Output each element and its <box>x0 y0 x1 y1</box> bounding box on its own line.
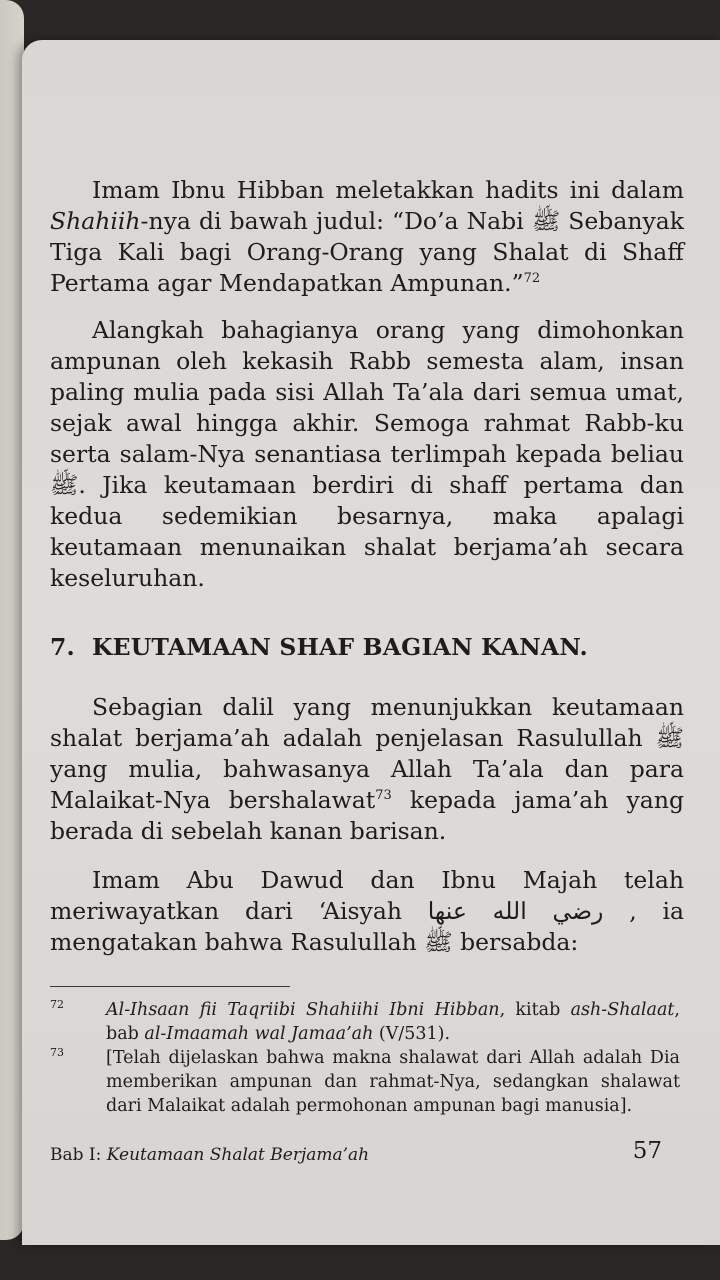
bab-name: al-Imaamah wal Jamaa’ah <box>144 1024 374 1044</box>
footnote-text: [Telah dijelaskan bahwa makna shalawat dari Allah adalah Dia memberikan ampunan dan rahmat-Nya, sedangkan shalawat dari Malaikat adalah permohonan ampunan bagi manusia]. <box>106 1048 680 1116</box>
paragraph-sebagian-dalil <box>50 692 684 847</box>
paragraph-text: Sebagian dalil yang menunjukkan keutamaan shalat berjama’ah adalah penjelasan Rasulullah ﷺ yang mulia, bahwasanya Allah Ta’ala dan para Malaikat-Nya bershalawat <box>50 693 684 814</box>
footnote-number: 73 <box>50 1046 64 1059</box>
paragraph-ibnu-hibban <box>50 175 684 299</box>
italic-term: Shahiih <box>50 207 141 235</box>
page-number: 57 <box>632 1138 662 1164</box>
footnote-fragment: , bab <box>106 1000 680 1044</box>
paragraph-alangkah: Alangkah bahagianya orang yang dimohonkan ampunan oleh kekasih Rabb semesta alam, insan paling mulia pada sisi Allah Ta’ala dari semua umat, sejak awal hingga akhir. Semoga rahmat Rabb-ku serta salam-Nya senantiasa terlimpah kepada beliau ﷺ. Jika keutamaan berdiri di shaff pertama dan kedua sedemikian besarnya, maka apalagi keutamaan menunaikan shalat berjama’ah secara keseluruhan. <box>50 316 684 592</box>
footnote-73 <box>50 1046 680 1118</box>
section-number: 7. <box>50 633 75 661</box>
footnote-ref-72[interactable]: 72 <box>523 271 541 287</box>
section-heading <box>50 633 684 661</box>
footnote-number: 72 <box>50 998 64 1011</box>
chapter-title: Keutamaan Shalat Berjama’ah <box>106 1145 370 1165</box>
footnote-ref-73[interactable]: 73 <box>375 788 392 804</box>
book-page <box>22 40 720 1245</box>
footnote-fragment: (V/531). <box>373 1024 451 1044</box>
footnote-divider <box>50 986 290 987</box>
kitab-name: ash-Shalaat <box>570 1000 675 1020</box>
book-title: Al-Ihsaan fii Taqriibi Shahiihi Ibni Hibban <box>106 1000 500 1020</box>
chapter-label: Bab I: <box>50 1145 107 1165</box>
paragraph-text: -nya di bawah judul: “Do’a Nabi ﷺ Sebanyak Tiga Kali bagi Orang-Orang yang Shalat di Shaff Pertama agar Mendapatkan Ampunan.” <box>50 207 684 297</box>
footnote-fragment: , kitab <box>499 1000 571 1020</box>
paragraph-text: kepada jama’ah yang berada di sebelah kanan barisan. <box>50 786 684 845</box>
facing-page-edge <box>0 0 24 1240</box>
paragraph-text: Imam Ibnu Hibban meletakkan hadits ini dalam <box>92 176 684 204</box>
footnote-text <box>106 998 680 1046</box>
section-title: KEUTAMAAN SHAF BAGIAN KANAN. <box>92 633 588 661</box>
paragraph-abu-dawud: Imam Abu Dawud dan Ibnu Majah telah meriwayatkan dari ‘Aisyah رضي الله عنها , ia mengatakan bahwa Rasulullah ﷺ bersabda: <box>50 866 684 956</box>
footnote-72 <box>50 998 680 1046</box>
running-footer <box>50 1145 369 1165</box>
